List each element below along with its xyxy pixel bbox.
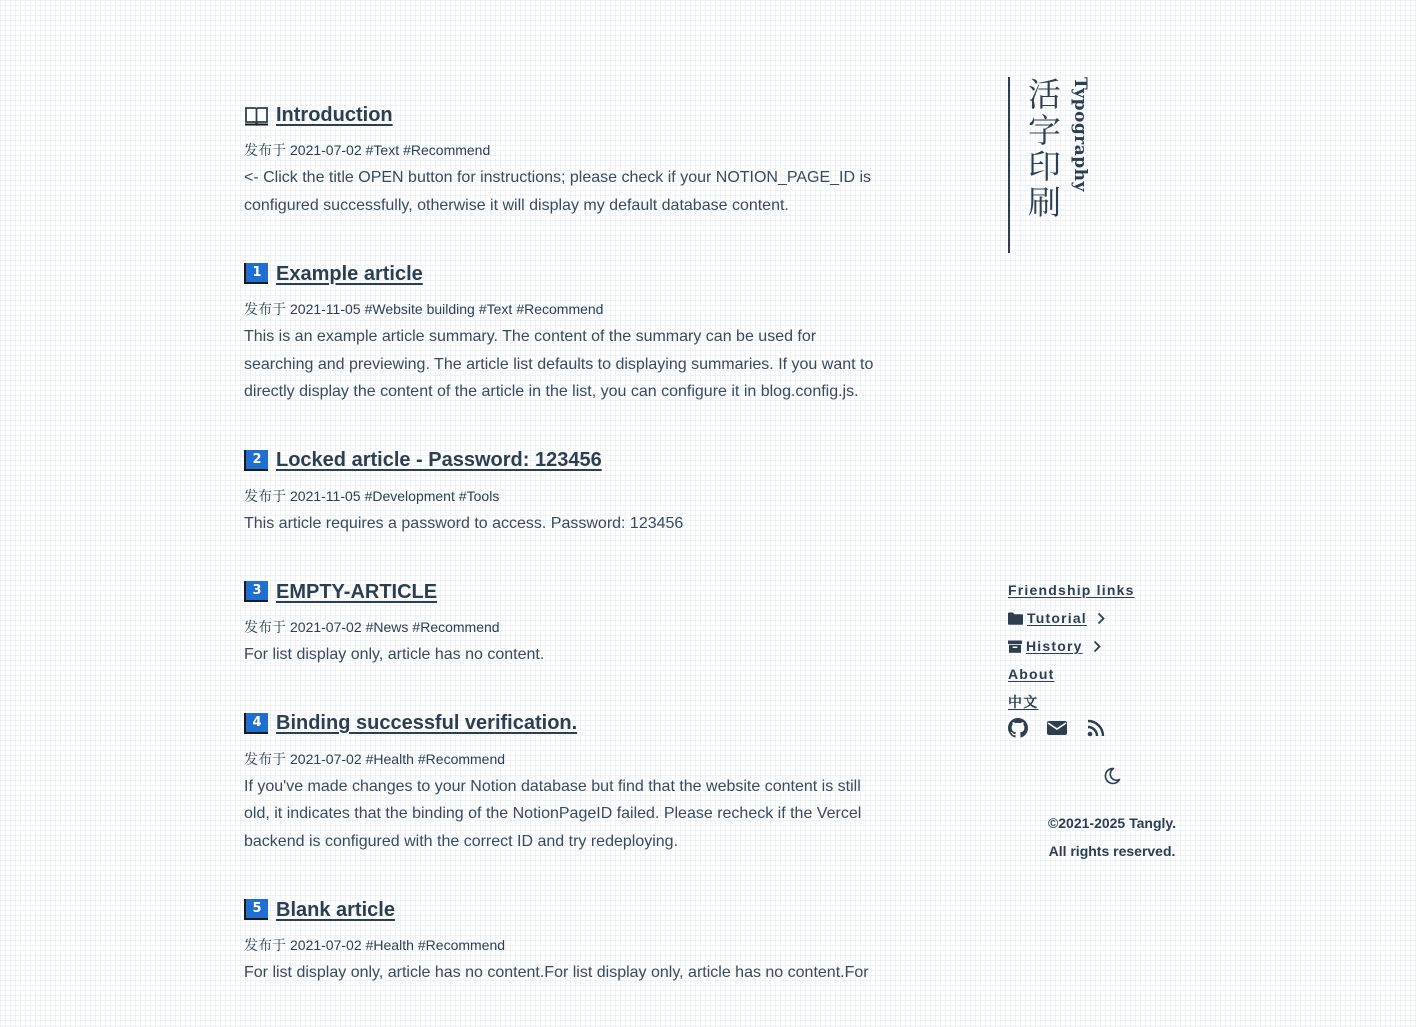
article-summary: For list display only, article has no content.For list display only, article has no content.For (244, 964, 869, 981)
publish-prefix: 发布于 (244, 619, 286, 635)
article-item (244, 895, 884, 987)
number-four-icon: 4 (244, 713, 269, 735)
publish-date: 2021-07-02 (290, 619, 362, 635)
nav-language[interactable] (1008, 688, 1208, 716)
article-summary: <- Click the title OPEN button for instructions; please check if your NOTION_PAGE_ID is configured successfully, otherwise it will display my default database content. (244, 169, 872, 214)
article-summary: This is an example article summary. The content of the summary can be used for searching and previewing. The article list defaults to displaying summaries. If you want to directly display the content of the article in the list, you can configure it in blog.config.js. (244, 328, 874, 400)
publish-date: 2021-11-05 (290, 487, 361, 504)
nav-label: Tutorial (1027, 610, 1087, 626)
article-title-row (244, 709, 884, 739)
article-list (244, 100, 884, 1027)
article-summary: For list display only, article has no content. (244, 646, 545, 663)
number-five-icon: 5 (244, 899, 269, 921)
mail-icon[interactable] (1047, 718, 1067, 738)
tag-link[interactable]: #Recommend (516, 301, 604, 317)
rights-text: All rights reserved. (1048, 843, 1176, 859)
publish-prefix: 发布于 (244, 487, 286, 504)
publish-date: 2021-07-02 (290, 142, 362, 158)
brand-title-cn: 活字印刷 (1028, 75, 1061, 222)
tag-link[interactable]: #Recommend (403, 142, 491, 158)
article-meta (244, 299, 884, 319)
publish-prefix: 发布于 (244, 937, 286, 953)
article-title[interactable]: Example article (276, 262, 423, 285)
tag-link[interactable]: #Health (365, 750, 414, 767)
tag-link[interactable]: #Recommend (417, 937, 506, 953)
article-title[interactable]: Binding successful verification. (276, 712, 578, 734)
publish-prefix: 发布于 (244, 142, 286, 158)
site-brand[interactable] (1008, 77, 1090, 253)
archive-icon (1008, 640, 1022, 653)
article-title[interactable]: Locked article - Password: 123456 (276, 449, 602, 471)
article-title[interactable]: EMPTY-ARTICLE (276, 580, 438, 603)
chevron-right-icon (1097, 612, 1105, 625)
article-summary: This article requires a password to access. Password: 123456 (244, 514, 684, 532)
social-links (1008, 718, 1106, 738)
article-title[interactable]: Introduction (276, 103, 393, 126)
site-footer (1012, 809, 1212, 865)
tag-link[interactable]: #News (365, 619, 409, 635)
tag-link[interactable]: #Website building (364, 301, 475, 317)
article-item (244, 259, 884, 406)
article-title-row (244, 446, 884, 476)
publish-date: 2021-11-05 (290, 301, 361, 317)
article-meta (244, 140, 884, 160)
article-meta (244, 935, 884, 955)
article-item (244, 100, 884, 219)
article-summary: If you've made changes to your Notion database but find that the website content is still old, it indicates that the binding of the NotionPageID failed. Please recheck if the Vercel backend is configured with the correct ID and try redeploying. (244, 777, 862, 850)
nav-about[interactable] (1008, 660, 1208, 688)
article-title-row (244, 577, 884, 607)
article-title[interactable]: Blank article (276, 898, 395, 921)
tag-link[interactable]: #Health (365, 937, 414, 953)
article-meta (244, 486, 884, 506)
side-nav (1008, 576, 1208, 716)
nav-tutorial[interactable] (1008, 604, 1208, 632)
number-two-icon: 2 (244, 450, 269, 472)
publish-date: 2021-07-02 (290, 937, 362, 953)
article-item (244, 577, 884, 669)
moon-icon[interactable] (1102, 766, 1122, 786)
number-one-icon: 1 (244, 263, 269, 285)
article-title-row (244, 100, 884, 130)
tag-link[interactable]: #Recommend (417, 750, 506, 767)
article-meta (244, 749, 884, 769)
github-icon[interactable] (1008, 718, 1028, 738)
brand-title-en: Typography (1070, 77, 1090, 192)
folder-icon (1008, 612, 1023, 625)
nav-label: History (1026, 638, 1083, 654)
open-book-icon[interactable] (244, 104, 269, 126)
tag-link[interactable]: #Tools (458, 487, 500, 504)
article-meta (244, 617, 884, 637)
copyright-text: ©2021-2025 Tangly. (1047, 815, 1177, 831)
tag-link[interactable]: #Recommend (412, 619, 500, 635)
number-three-icon: 3 (244, 581, 269, 603)
publish-prefix: 发布于 (244, 750, 286, 767)
nav-history[interactable] (1008, 632, 1208, 660)
nav-label: Friendship links (1008, 582, 1135, 598)
nav-friendship-links[interactable] (1008, 576, 1208, 604)
rss-icon[interactable] (1086, 718, 1106, 738)
chevron-right-icon (1093, 640, 1101, 653)
publish-date: 2021-07-02 (290, 750, 362, 767)
tag-link[interactable]: #Development (364, 487, 455, 504)
article-item (244, 446, 884, 538)
tag-link[interactable]: #Text (478, 301, 513, 317)
nav-label: About (1008, 666, 1055, 682)
article-item (244, 709, 884, 856)
article-title-row (244, 895, 884, 925)
nav-label: 中文 (1008, 694, 1039, 710)
publish-prefix: 发布于 (244, 301, 286, 317)
article-title-row (244, 259, 884, 289)
tag-link[interactable]: #Text (365, 142, 400, 158)
